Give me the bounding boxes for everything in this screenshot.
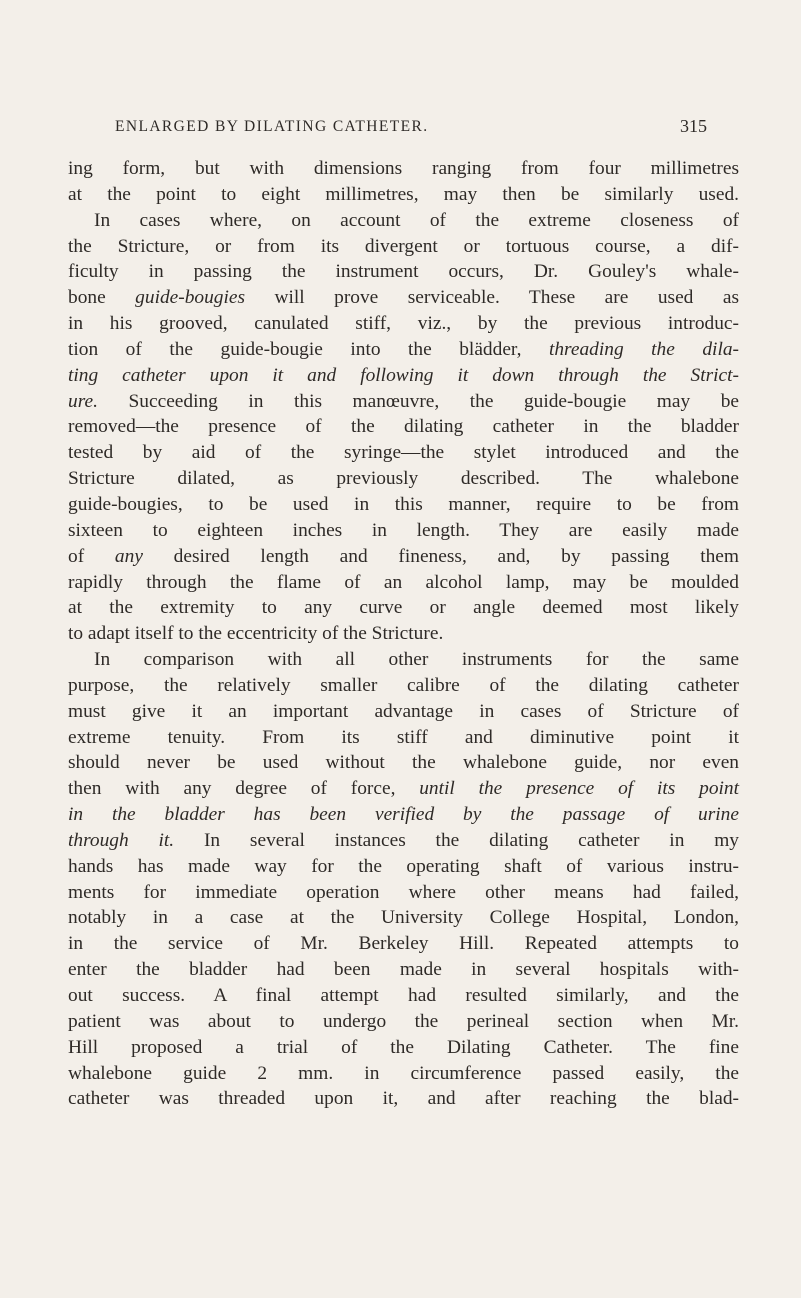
text-segment: catheter was threaded upon it, and after reaching the blad- (68, 1088, 739, 1110)
text-line (68, 699, 739, 725)
text-line (68, 234, 739, 260)
text-line (68, 905, 739, 931)
text-segment: of (68, 545, 115, 567)
text-segment: enter the bladder had been made in several hospitals with- (68, 959, 739, 981)
text-line (68, 828, 739, 854)
text-segment: in the service of Mr. Berkeley Hill. Repeated attempts to (68, 933, 739, 955)
text-line (68, 750, 739, 776)
text-segment: ments for immediate operation where other means had failed, (68, 881, 739, 903)
text-segment: must give it an important advantage in cases of Stricture of (68, 700, 739, 722)
text-segment: Hill proposed a trial of the Dilating Catheter. The fine (68, 1036, 739, 1058)
text-segment: out success. A final attempt had resulted similarly, and the (68, 985, 739, 1006)
text-line (68, 518, 739, 544)
text-segment: in his grooved, canulated stiff, viz., by the previous introduc- (68, 313, 739, 335)
text-segment: whalebone guide 2 mm. in circumference passed easily, the (68, 1062, 739, 1084)
text-segment: guide-bougies, to be used in this manner, require to be from (68, 493, 739, 515)
text-line (68, 931, 739, 957)
text-segment: extreme tenuity. From its stiff and diminutive point it (68, 726, 739, 748)
text-segment: In comparison with all other instruments for the same (94, 649, 739, 671)
running-head (0, 118, 801, 142)
italic-text: ting catheter upon it and following it down through the Strict- (68, 364, 739, 386)
text-segment: Succeeding in this manœuvre, the guide-bougie may be (97, 390, 739, 412)
text-segment: bone (68, 287, 136, 309)
text-line (68, 259, 739, 285)
text-line (68, 802, 739, 828)
text-segment: ing form, but with dimensions ranging from four millimetres (68, 158, 739, 179)
text-line (68, 983, 739, 1009)
text-segment: to adapt itself to the eccentricity of the Stricture. (68, 623, 444, 645)
text-line (68, 725, 739, 751)
text-line (68, 414, 739, 440)
text-line (68, 311, 739, 337)
text-segment: rapidly through the flame of an alcohol lamp, may be moulded (68, 571, 739, 593)
text-line (68, 440, 739, 466)
text-line (68, 182, 739, 208)
text-segment: purpose, the relatively smaller calibre of the dilating catheter (68, 674, 739, 696)
text-segment: ficulty in passing the instrument occurs, Dr. Gouley's whale- (68, 261, 739, 283)
text-line (68, 208, 739, 234)
text-line (68, 854, 739, 880)
text-line (68, 595, 739, 621)
text-line (68, 621, 739, 647)
text-line (68, 337, 739, 363)
text-segment: at the point to eight millimetres, may then be similarly used. (68, 183, 739, 205)
text-segment: tested by aid of the syringe—the stylet introduced and the (68, 442, 739, 464)
text-line (68, 544, 739, 570)
italic-text: in the bladder has been verified by the passage of urine (68, 804, 739, 826)
text-segment: removed—the presence of the dilating catheter in the bladder (68, 416, 739, 438)
text-line (68, 776, 739, 802)
text-segment: notably in a case at the University College Hospital, London, (68, 907, 739, 929)
text-line (68, 492, 739, 518)
text-segment: patient was about to undergo the perineal section when Mr. (68, 1010, 739, 1032)
text-segment: In cases where, on account of the extreme closeness of (94, 209, 739, 231)
text-line (68, 880, 739, 906)
body-text (68, 156, 739, 1112)
text-segment: should never be used without the whalebone guide, nor even (68, 752, 739, 774)
italic-text: ure. (68, 390, 98, 412)
running-title: ENLARGED BY DILATING CATHETER. (115, 118, 429, 135)
text-segment: then with any degree of force, (68, 778, 420, 800)
italic-text: any (114, 545, 143, 567)
text-segment: the Stricture, or from its divergent or tortuous course, a dif- (68, 235, 739, 257)
text-line (68, 156, 739, 182)
text-line (68, 957, 739, 983)
page-number: 315 (680, 116, 707, 136)
text-segment: In several instances the dilating catheter in my (174, 829, 739, 851)
text-segment: at the extremity to any curve or angle deemed most likely (68, 597, 739, 619)
text-line (68, 363, 739, 389)
text-line (68, 1061, 739, 1087)
italic-text: guide-bougies (135, 287, 246, 309)
text-line (68, 1009, 739, 1035)
text-line (68, 647, 739, 673)
text-line (68, 466, 739, 492)
text-line (68, 570, 739, 596)
text-line (68, 1035, 739, 1061)
italic-text: through it. (68, 829, 175, 851)
text-line (68, 389, 739, 415)
text-segment: Stricture dilated, as previously described. The whalebone (68, 468, 739, 490)
text-segment: sixteen to eighteen inches in length. They are easily made (68, 519, 739, 541)
text-line (68, 285, 739, 311)
text-line (68, 1086, 739, 1112)
text-segment: hands has made way for the operating shaft of various instru- (68, 855, 739, 877)
text-segment: tion of the guide-bougie into the blädder, (68, 338, 549, 360)
text-segment: desired length and fineness, and, by passing them (142, 545, 739, 567)
italic-text: threading the dila- (548, 338, 739, 360)
italic-text: until the presence of its point (419, 778, 739, 800)
text-segment: will prove serviceable. These are used as (245, 287, 739, 309)
text-line (68, 673, 739, 699)
